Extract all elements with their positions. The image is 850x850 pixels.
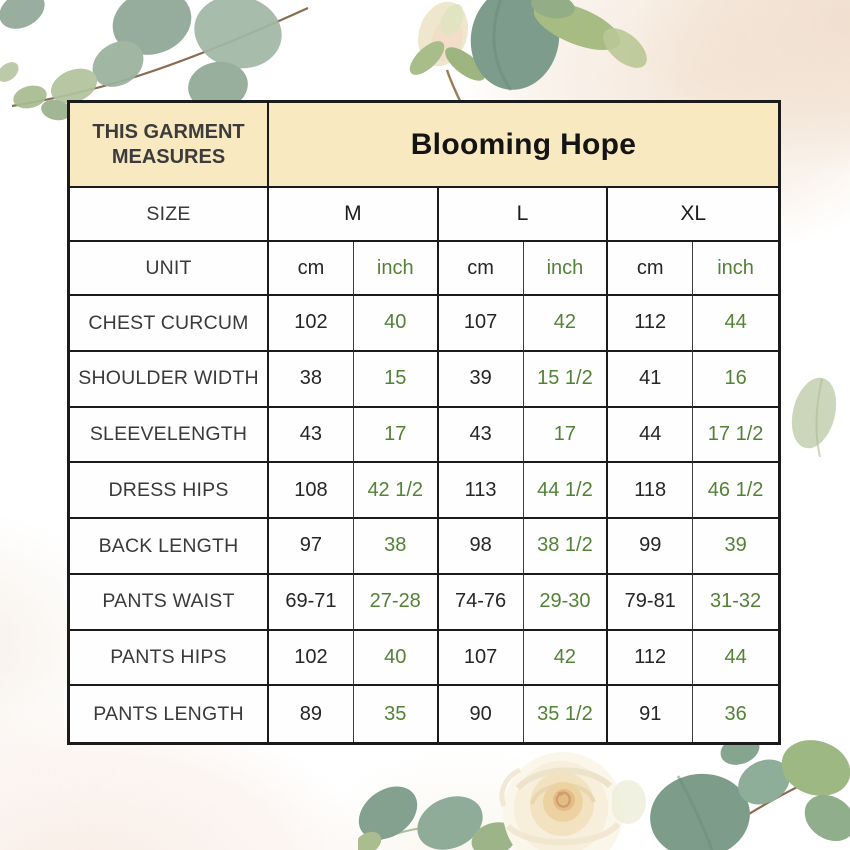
product-name: Blooming Hope	[269, 103, 778, 188]
unit-cell: inch	[524, 242, 609, 296]
value-cell: 79-81	[608, 575, 693, 631]
unit-cell: cm	[439, 242, 524, 296]
value-cell: 44	[693, 631, 778, 687]
value-cell: 112	[608, 296, 693, 352]
value-cell: 108	[269, 463, 354, 519]
value-cell: 69-71	[269, 575, 354, 631]
value-cell: 36	[693, 686, 778, 742]
value-cell: 74-76	[439, 575, 524, 631]
value-cell: 40	[354, 296, 439, 352]
value-cell: 17 1/2	[693, 408, 778, 464]
size-row-label: SIZE	[70, 188, 269, 242]
value-cell: 98	[439, 519, 524, 575]
value-cell: 39	[439, 352, 524, 408]
value-cell: 44	[693, 296, 778, 352]
value-cell: 40	[354, 631, 439, 687]
value-cell: 15 1/2	[524, 352, 609, 408]
size-table	[67, 100, 781, 745]
value-cell: 46 1/2	[693, 463, 778, 519]
value-cell: 112	[608, 631, 693, 687]
value-cell: 39	[693, 519, 778, 575]
row-label: SLEEVELENGTH	[70, 408, 269, 464]
value-cell: 102	[269, 296, 354, 352]
size-xl: XL	[608, 188, 778, 242]
value-cell: 35 1/2	[524, 686, 609, 742]
value-cell: 42	[524, 296, 609, 352]
value-cell: 15	[354, 352, 439, 408]
row-label: DRESS HIPS	[70, 463, 269, 519]
row-label: CHEST CURCUM	[70, 296, 269, 352]
unit-cell: inch	[354, 242, 439, 296]
value-cell: 90	[439, 686, 524, 742]
value-cell: 17	[354, 408, 439, 464]
unit-cell: cm	[269, 242, 354, 296]
value-cell: 107	[439, 296, 524, 352]
value-cell: 43	[439, 408, 524, 464]
row-label: BACK LENGTH	[70, 519, 269, 575]
value-cell: 35	[354, 686, 439, 742]
value-cell: 44	[608, 408, 693, 464]
value-cell: 89	[269, 686, 354, 742]
unit-row-label: UNIT	[70, 242, 269, 296]
size-m: M	[269, 188, 439, 242]
table-corner-label: THIS GARMENT MEASURES	[70, 103, 269, 188]
value-cell: 99	[608, 519, 693, 575]
value-cell: 91	[608, 686, 693, 742]
unit-cell: inch	[693, 242, 778, 296]
value-cell: 16	[693, 352, 778, 408]
row-label: PANTS WAIST	[70, 575, 269, 631]
row-label: PANTS LENGTH	[70, 686, 269, 742]
size-l: L	[439, 188, 609, 242]
row-label: SHOULDER WIDTH	[70, 352, 269, 408]
value-cell: 42	[524, 631, 609, 687]
value-cell: 43	[269, 408, 354, 464]
value-cell: 31-32	[693, 575, 778, 631]
single-leaf-right-edge-icon	[782, 365, 850, 470]
value-cell: 42 1/2	[354, 463, 439, 519]
value-cell: 38	[269, 352, 354, 408]
white-rose-bottom-center-icon	[468, 748, 658, 850]
value-cell: 107	[439, 631, 524, 687]
value-cell: 41	[608, 352, 693, 408]
value-cell: 29-30	[524, 575, 609, 631]
value-cell: 27-28	[354, 575, 439, 631]
eucalyptus-sprigs-bottom-left-icon	[358, 765, 513, 850]
value-cell: 38	[354, 519, 439, 575]
value-cell: 38 1/2	[524, 519, 609, 575]
value-cell: 118	[608, 463, 693, 519]
unit-cell: cm	[608, 242, 693, 296]
value-cell: 113	[439, 463, 524, 519]
value-cell: 44 1/2	[524, 463, 609, 519]
value-cell: 97	[269, 519, 354, 575]
value-cell: 102	[269, 631, 354, 687]
row-label: PANTS HIPS	[70, 631, 269, 687]
value-cell: 17	[524, 408, 609, 464]
eucalyptus-branch-bottom-right-icon	[612, 740, 850, 850]
